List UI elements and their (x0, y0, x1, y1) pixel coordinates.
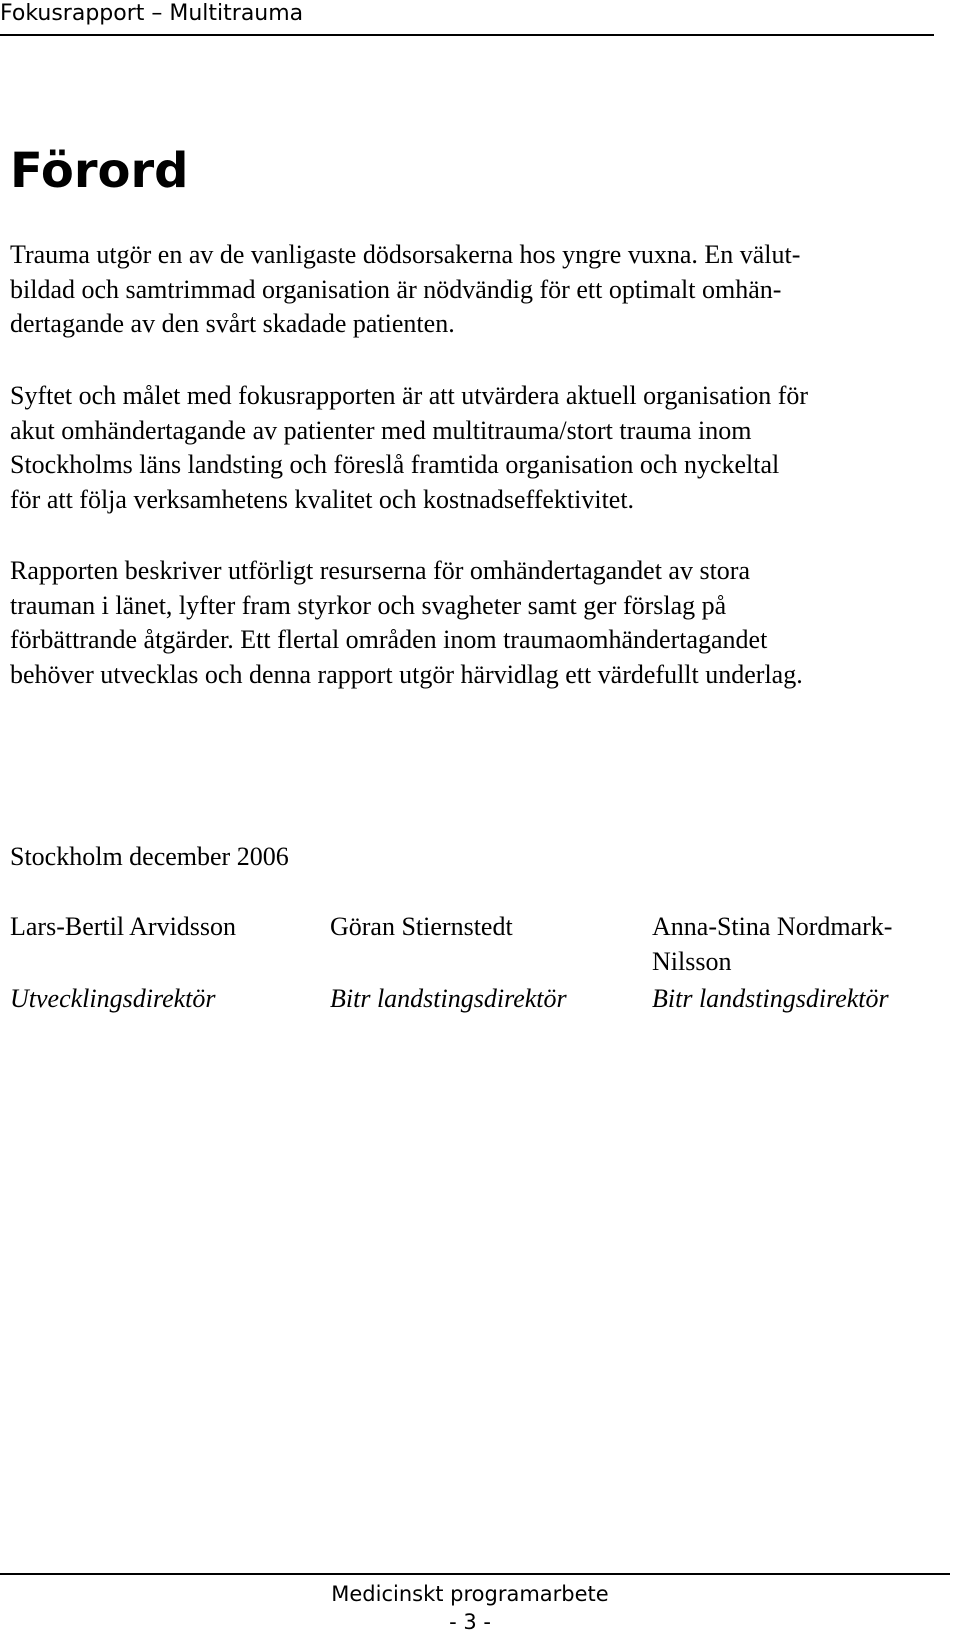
paragraph-line: Syftet och målet med fokusrapporten är att utvärdera aktuell organisation för (10, 381, 809, 410)
paragraph-line: akut omhändertagande av patienter med multitrauma/stort trauma inom (10, 415, 752, 445)
signatory-name: Göran Stiernstedt (330, 912, 513, 941)
signatory-name: Anna-Stina Nordmark- (652, 912, 893, 941)
footer-organization: Medicinskt programarbete (331, 1582, 609, 1606)
paragraph-line: förbättrande åtgärder. Ett flertal områden inom traumaomhändertagandet (10, 625, 768, 654)
paragraph-line: Rapporten beskriver utförligt resurserna för omhändertagandet av stora (10, 556, 751, 585)
paragraph-line: för att följa verksamhetens kvalitet och kostnadseffektivitet. (10, 484, 635, 514)
paragraph-line: behöver utvecklas och denna rapport utgör härvidlag ett värdefullt underlag. (10, 659, 803, 689)
paragraph-line: Stockholms läns landsting och föreslå framtida organisation och nyckeltal (10, 450, 780, 479)
paragraph-line: dertagande av den svårt skadade patienten. (10, 309, 455, 338)
signatory-name: Lars-Bertil Arvidsson (10, 912, 237, 941)
header-rule (0, 34, 934, 36)
signatory-name-continued: Nilsson (652, 947, 732, 976)
paragraph-intro (10, 238, 946, 342)
signatory-title: Bitr landstingsdirektör (652, 984, 889, 1013)
paragraph-summary (10, 554, 946, 692)
signatory-title: Bitr landstingsdirektör (330, 984, 567, 1013)
page-heading: Förord (10, 143, 189, 199)
paragraph-purpose (10, 379, 946, 517)
paragraph-line: trauman i länet, lyfter fram styrkor och svagheter samt ger förslag på (10, 590, 727, 620)
running-header: Fokusrapport – Multitrauma (0, 1, 304, 26)
paragraph-line: Trauma utgör en av de vanligaste dödsorsakerna hos yngre vuxna. En välut- (10, 240, 801, 269)
place-and-date: Stockholm december 2006 (10, 842, 289, 871)
footer-rule (0, 1573, 950, 1575)
signatory-title: Utvecklingsdirektör (10, 984, 216, 1013)
paragraph-line: bildad och samtrimmad organisation är nödvändig för ett optimalt omhän- (10, 274, 782, 304)
page-number: - 3 - (449, 1610, 491, 1634)
